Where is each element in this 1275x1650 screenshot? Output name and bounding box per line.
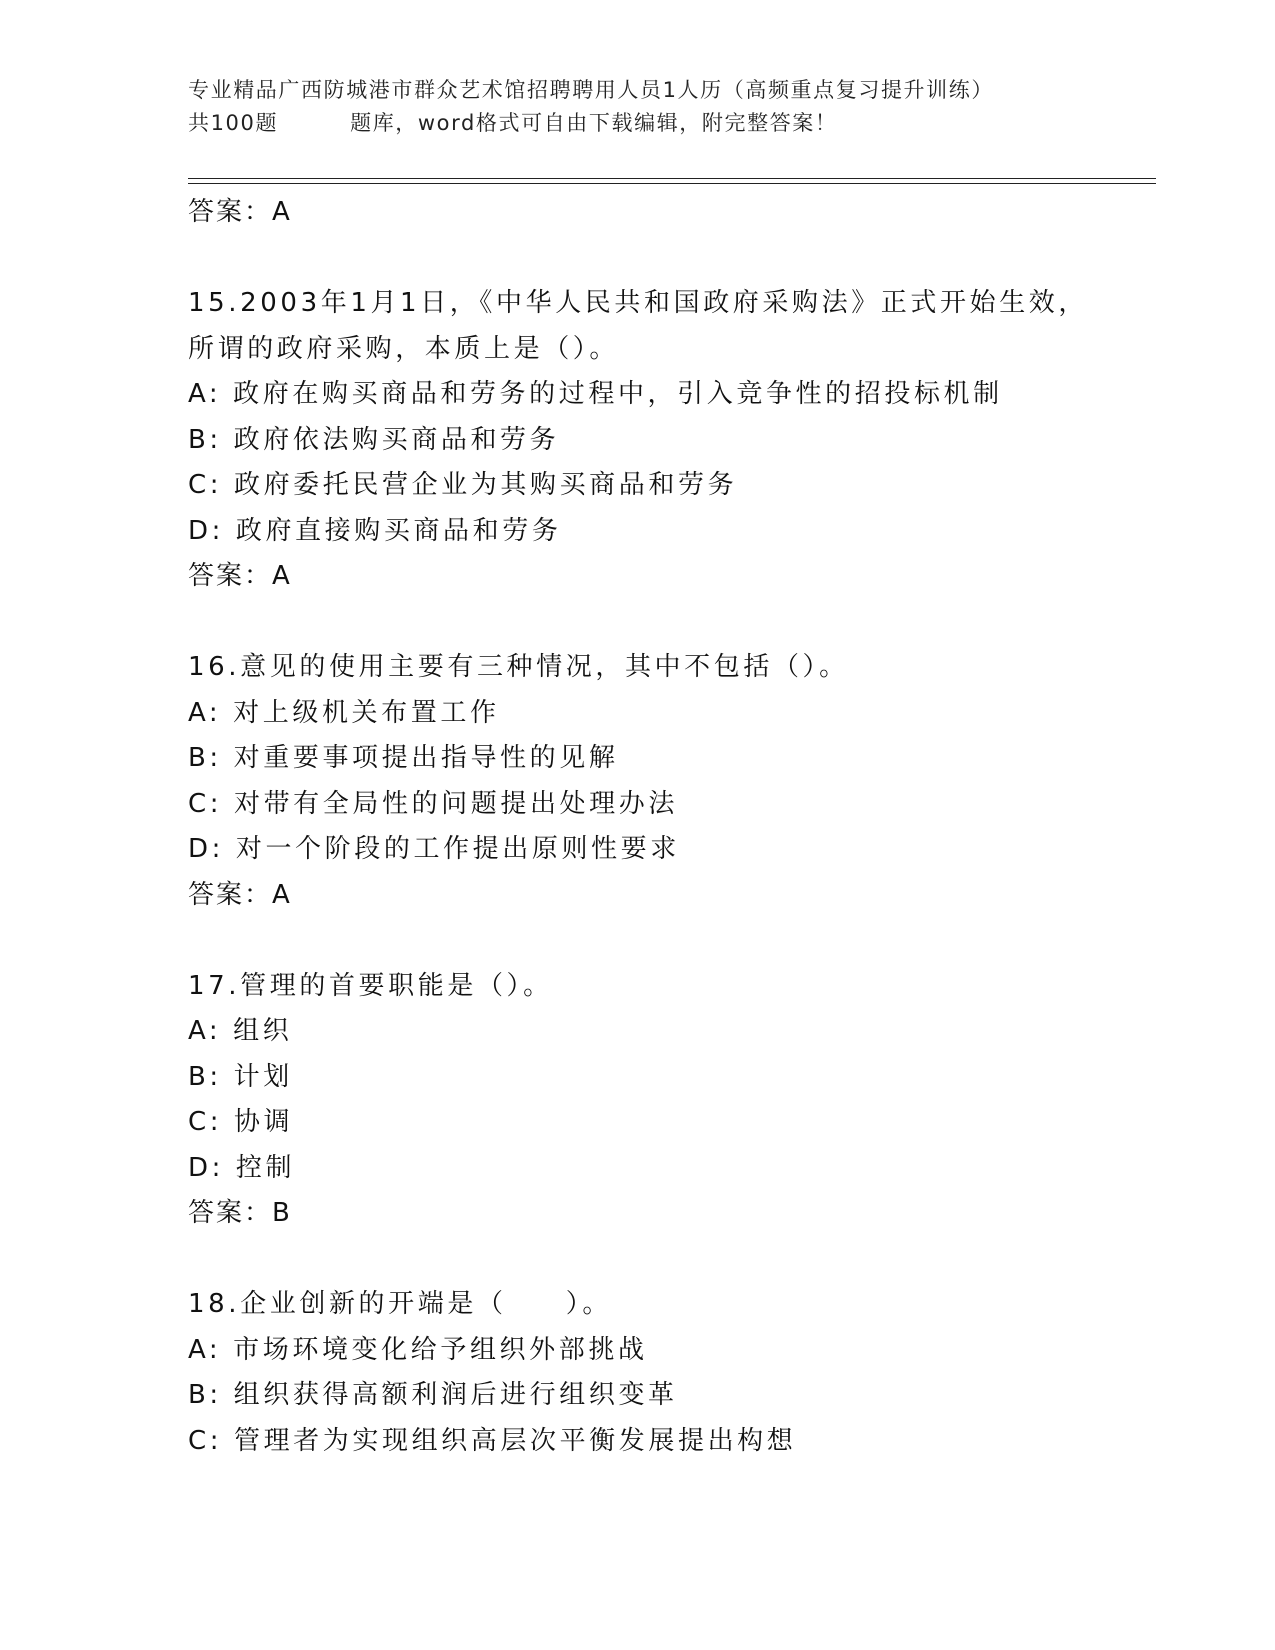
answer-line: 答案：B: [188, 1198, 292, 1228]
option-c: C: 管理者为实现组织高层次平衡发展提出构想: [188, 1425, 797, 1456]
option-a: A: 市场环境变化给予组织外部挑战: [188, 1334, 648, 1365]
question-block: [188, 964, 1148, 1237]
option-c: C: 政府委托民营企业为其购买商品和劳务: [188, 470, 738, 500]
header-subtitle: [188, 107, 1088, 140]
question-text: 所谓的政府采购，本质上是（）。: [188, 333, 620, 364]
question-text: 18.企业创新的开端是（ ）。: [188, 1289, 612, 1319]
option-b: B: 对重要事项提出指导性的见解: [188, 743, 619, 773]
option-b: B: 政府依法购买商品和劳务: [188, 424, 560, 455]
answer-line: 答案：A: [188, 879, 292, 910]
header-description: 题库，word格式可自由下载编辑，附完整答案！: [350, 111, 838, 135]
header-title: 专业精品广西防城港市群众艺术馆招聘聘用人员1人历（高频重点复习提升训练）: [188, 78, 994, 102]
question-block: [188, 1282, 1148, 1464]
page-header: [188, 74, 1088, 140]
option-a: A: 政府在购买商品和劳务的过程中，引入竞争性的招投标机制: [188, 379, 1003, 409]
question-text: 15.2003年1月1日，《中华人民共和国政府采购法》正式开始生效，: [188, 288, 1089, 318]
question-block: [188, 281, 1148, 600]
option-b: B: 计划: [188, 1061, 293, 1092]
option-c: C: 协调: [188, 1107, 294, 1137]
option-d: D: 政府直接购买商品和劳务: [188, 515, 562, 546]
question-text: 17.管理的首要职能是（）。: [188, 970, 553, 1001]
option-b: B: 组织获得高额利润后进行组织变革: [188, 1380, 678, 1410]
header-rule-top: [188, 178, 1156, 179]
option-d: D: 控制: [188, 1152, 296, 1183]
option-a: A: 对上级机关布置工作: [188, 697, 500, 728]
answer-line: 答案：A: [188, 561, 292, 591]
header-question-count: 共100题: [188, 111, 279, 135]
header-rule-bottom: [188, 183, 1156, 184]
option-d: D: 对一个阶段的工作提出原则性要求: [188, 834, 680, 864]
question-list: [188, 190, 1148, 1464]
option-c: C: 对带有全局性的问题提出处理办法: [188, 788, 678, 819]
question-block: [188, 645, 1148, 918]
option-a: A: 组织: [188, 1016, 293, 1046]
question-text: 16.意见的使用主要有三种情况，其中不包括（）。: [188, 652, 849, 682]
answer-line: 答案：A: [188, 197, 292, 227]
